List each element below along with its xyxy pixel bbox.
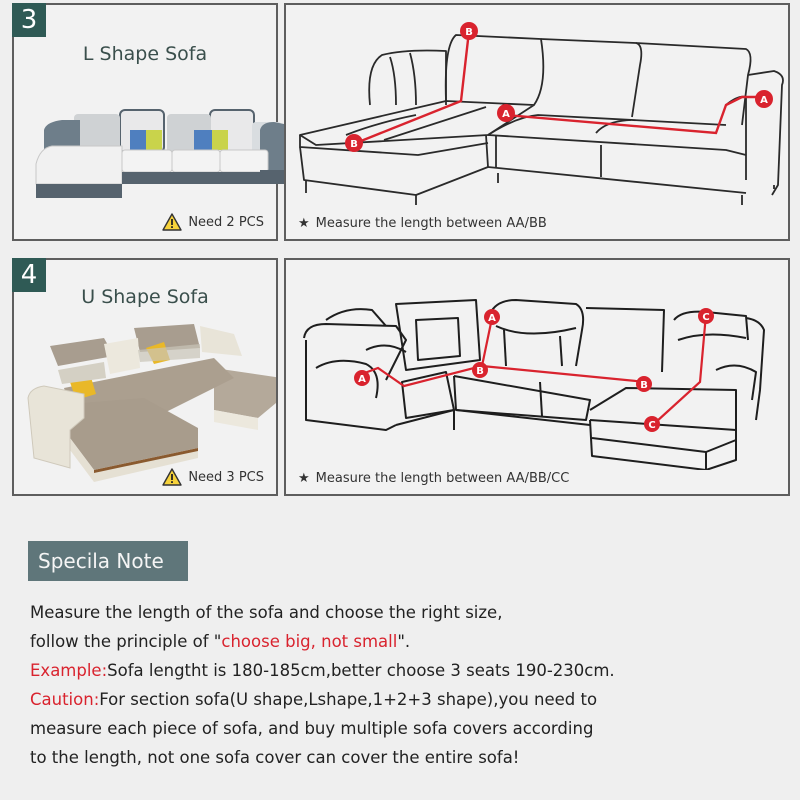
pieces-needed bbox=[162, 468, 264, 486]
measure-instruction bbox=[298, 216, 547, 231]
sofa-type-title: L Shape Sofa bbox=[82, 43, 208, 65]
svg-text:B: B bbox=[640, 380, 648, 391]
note-line-5: measure each piece of sofa, and buy multiple sofa covers according bbox=[30, 719, 594, 738]
note-line-2: follow the principle of "choose big, not small". bbox=[30, 632, 411, 651]
special-note-heading: Specila Note bbox=[28, 541, 188, 581]
measure-instruction-text: Measure the length between AA/BB bbox=[315, 216, 547, 231]
u-shape-line-diagram bbox=[286, 260, 788, 470]
note-line-1: Measure the length of the sofa and choose the right size, bbox=[30, 603, 503, 622]
l-shape-sofa-photo bbox=[22, 100, 284, 220]
pieces-needed-label: Need 3 PCS bbox=[188, 469, 264, 485]
caution-text: For section sofa(U shape,Lshape,1+2+3 shape),you need to bbox=[99, 690, 598, 709]
special-note-body bbox=[30, 598, 770, 772]
step-number-badge: 3 bbox=[12, 3, 46, 37]
note-line-6: to the length, not one sofa cover can cover the entire sofa! bbox=[30, 748, 520, 767]
measure-instruction bbox=[298, 471, 569, 486]
u-shape-product-panel bbox=[12, 258, 278, 496]
warning-triangle-icon bbox=[162, 468, 182, 486]
svg-text:C: C bbox=[702, 312, 710, 323]
svg-text:C: C bbox=[648, 420, 656, 431]
svg-text:B: B bbox=[350, 139, 358, 150]
svg-text:A: A bbox=[358, 374, 366, 385]
svg-text:A: A bbox=[488, 313, 496, 324]
l-shape-measure-panel bbox=[284, 3, 790, 241]
step-number-badge: 4 bbox=[12, 258, 46, 292]
note-example bbox=[30, 656, 770, 685]
svg-text:A: A bbox=[502, 109, 510, 120]
warning-triangle-icon bbox=[162, 213, 182, 231]
svg-text:B: B bbox=[465, 27, 473, 38]
note-highlight: choose big, not small bbox=[221, 632, 398, 651]
star-icon: ★ bbox=[298, 216, 310, 231]
svg-text:A: A bbox=[760, 95, 768, 106]
svg-text:B: B bbox=[476, 366, 484, 377]
u-shape-measure-panel bbox=[284, 258, 790, 496]
pieces-needed bbox=[162, 213, 264, 231]
star-icon: ★ bbox=[298, 471, 310, 486]
sofa-type-title: U Shape Sofa bbox=[81, 286, 209, 308]
pieces-needed-label: Need 2 PCS bbox=[188, 214, 264, 230]
l-shape-line-diagram bbox=[286, 5, 788, 205]
note-caution bbox=[30, 685, 770, 714]
caution-label: Caution: bbox=[30, 690, 100, 709]
example-text: Sofa lengtht is 180-185cm,better choose 3 seats 190-230cm. bbox=[107, 661, 615, 680]
example-label: Example: bbox=[30, 661, 108, 680]
measure-instruction-text: Measure the length between AA/BB/CC bbox=[315, 471, 570, 486]
l-shape-product-panel bbox=[12, 3, 278, 241]
